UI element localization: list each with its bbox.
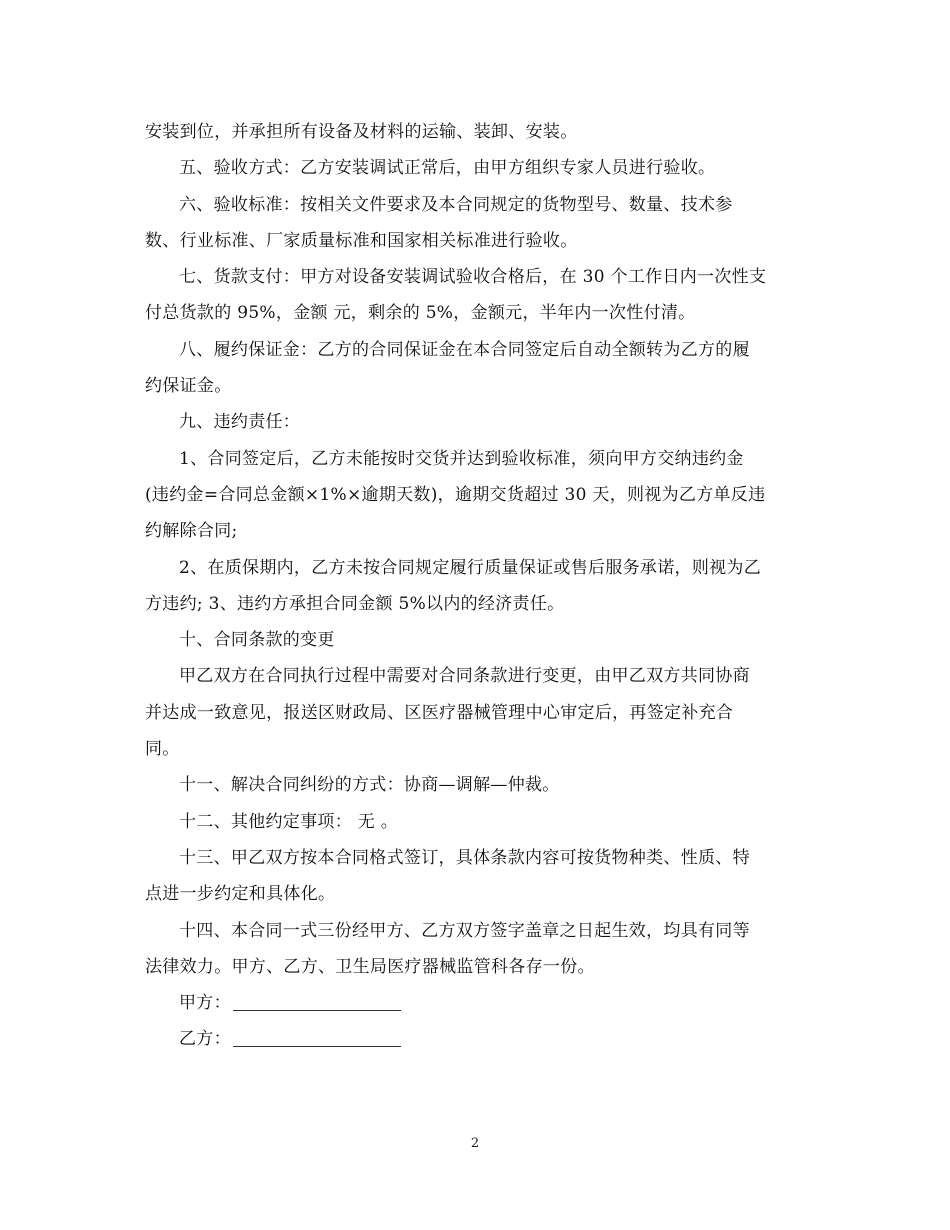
signature-blank-line — [233, 992, 401, 1011]
text-line: 2、在质保期内，乙方未按合同规定履行质量保证或售后服务承诺，则视为乙 — [179, 557, 762, 578]
text-line: 法律效力。甲方、乙方、卫生局医疗器械监管科各存一份。 — [145, 956, 595, 977]
text-line: 1、合同签定后，乙方未能按时交货并达到验收标准，须向甲方交纳违约金 — [179, 448, 744, 469]
text-line: 十一、解决合同纠纷的方式：协商—调解—仲裁。 — [179, 775, 560, 796]
text-line: (违约金=合同总金额×1%×逾期天数)，逾期交货超过 30 天，则视为乙方单反违 — [145, 484, 766, 505]
text-line: 数、行业标准、厂家质量标准和国家相关标准进行验收。 — [145, 230, 578, 251]
text-line: 五、验收方式：乙方安装调试正常后，由甲方组织专家人员进行验收。 — [179, 158, 716, 179]
text-line: 安装到位，并承担所有设备及材料的运输、装卸、安装。 — [145, 122, 578, 142]
signature-label: 乙方： — [179, 1029, 231, 1050]
document-body — [145, 114, 810, 1058]
text-line: 并达成一致意见，报送区财政局、区医疗器械管理中心审定后，再签定补充合 — [145, 702, 734, 723]
text-line: 约保证金。 — [145, 376, 232, 397]
signature-party-a — [145, 985, 810, 1021]
section-heading: 九、违约责任： — [179, 412, 301, 433]
text-line: 甲乙双方在合同执行过程中需要对合同条款进行变更，由甲乙双方共同协商 — [179, 666, 750, 687]
section-heading: 十、合同条款的变更 — [179, 630, 335, 651]
text-line: 方违约; 3、违约方承担合同金额 5%以内的经济责任。 — [145, 593, 565, 614]
page-number: 2 — [470, 1136, 480, 1151]
text-line: 七、货款支付：甲方对设备安装调试验收合格后，在 30 个工作日内一次性支 — [179, 267, 767, 288]
text-line: 八、履约保证金：乙方的合同保证金在本合同签定后自动全额转为乙方的履 — [179, 339, 750, 360]
text-line: 十三、甲乙双方按本合同格式签订，具体条款内容可按货物种类、性质、特 — [179, 847, 750, 868]
text-line: 十四、本合同一式三份经甲方、乙方双方签字盖章之日起生效，均具有同等 — [179, 920, 750, 941]
text-line: 十二、其他约定事项： 无 。 — [179, 811, 399, 832]
text-line: 约解除合同; — [145, 521, 238, 542]
text-line: 同。 — [145, 739, 180, 760]
text-line: 点进一步约定和具体化。 — [145, 884, 336, 905]
text-line: 六、验收标准：按相关文件要求及本合同规定的货物型号、数量、技术参 — [179, 194, 733, 215]
signature-party-b — [145, 1021, 810, 1057]
signature-blank-line — [233, 1028, 401, 1047]
signature-label: 甲方： — [179, 993, 231, 1014]
text-line: 付总货款的 95%，金额 元，剩余的 5%，金额元，半年内一次性付清。 — [145, 303, 696, 324]
